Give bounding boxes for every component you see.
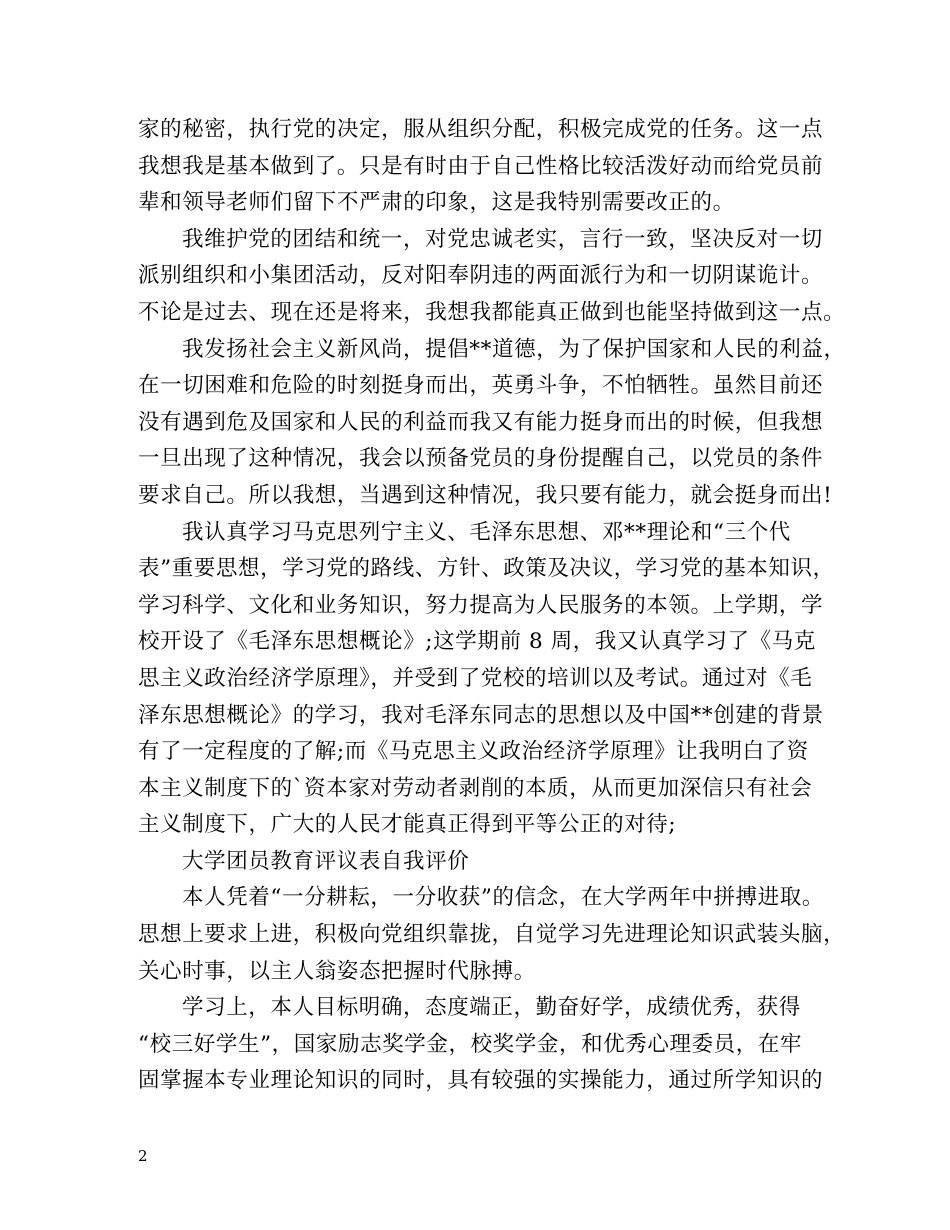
text-line: 固掌握本专业理论知识的同时，具有较强的实操能力，通过所学知识的	[138, 1068, 824, 1094]
text-line: 关心时事，以主人翁姿态把握时代脉搏。	[138, 958, 536, 984]
text-line: 我维护党的团结和统一，对党忠诚老实，言行一致，坚决反对一切	[182, 226, 823, 252]
text-line: 在一切困难和危险的时刻挺身而出，英勇斗争，不怕牺牲。虽然目前还	[138, 373, 824, 399]
text-line: 家的秘密，执行党的决定，服从组织分配，积极完成党的任务。这一点	[138, 117, 824, 142]
text-line: 思想上要求上进，积极向党组织靠拢，自觉学习先进理论知识武装头脑，	[138, 922, 846, 948]
text-line: 没有遇到危及国家和人民的利益而我又有能力挺身而出的时候，但我想	[138, 409, 824, 435]
text-line: 我发扬社会主义新风尚，提倡**道德，为了保护国家和人民的利益，	[182, 336, 846, 362]
text-line: 学习科学、文化和业务知识，努力提高为人民服务的本领。上学期，学	[138, 592, 824, 618]
text-line: 有了一定程度的了解;而《马克思主义政治经济学原理》让我明白了资	[138, 739, 809, 765]
text-line: 我想我是基本做到了。只是有时由于自己性格比较活泼好动而给党员前	[138, 153, 824, 179]
text-line: 不论是过去、现在还是将来，我想我都能真正做到也能坚持做到这一点。	[138, 299, 846, 325]
text-line: 本主义制度下的`资本家对劳动者剥削的本质，从而更加深信只有社会	[138, 775, 813, 801]
text-line: 要求自己。所以我想，当遇到这种情况，我只要有能力，就会挺身而出!	[138, 482, 833, 508]
text-line: “校三好学生”，国家励志奖学金，校奖学金，和优秀心理委员，在牢	[138, 1031, 803, 1057]
text-line: 表”重要思想，学习党的路线、方针、政策及决议，学习党的基本知识，	[138, 556, 835, 582]
text-line: 学习上，本人目标明确，态度端正，勤奋好学，成绩优秀，获得	[182, 995, 801, 1021]
text-line: 我认真学习马克思列宁主义、毛泽东思想、邓**理论和“三个代	[182, 519, 791, 545]
body-text	[138, 112, 846, 1100]
text-line: 派别组织和小集团活动，反对阳奉阴违的两面派行为和一切阴谋诡计。	[138, 263, 824, 289]
text-line: 思主义政治经济学原理》，并受到了党校的培训以及考试。通过对《毛	[138, 665, 813, 691]
text-line: 主义制度下，广大的人民才能真正得到平等公正的对待;	[138, 812, 677, 838]
text-line: 校开设了《毛泽东思想概论》;这学期前 8 周，我又认真学习了《马克	[138, 629, 816, 655]
page-number: 2	[138, 1147, 148, 1165]
text-line: 一旦出现了这种情况，我会以预备党员的身份提醒自己，以党员的条件	[138, 446, 824, 472]
text-line: 本人凭着“一分耕耘，一分收获”的信念，在大学两年中拼搏进取。	[182, 885, 824, 911]
section-heading: 大学团员教育评议表自我评价	[182, 848, 470, 874]
text-line: 辈和领导老师们留下不严肃的印象，这是我特别需要改正的。	[138, 190, 735, 216]
text-line: 泽东思想概论》的学习，我对毛泽东同志的思想以及中国**创建的背景	[138, 702, 824, 728]
